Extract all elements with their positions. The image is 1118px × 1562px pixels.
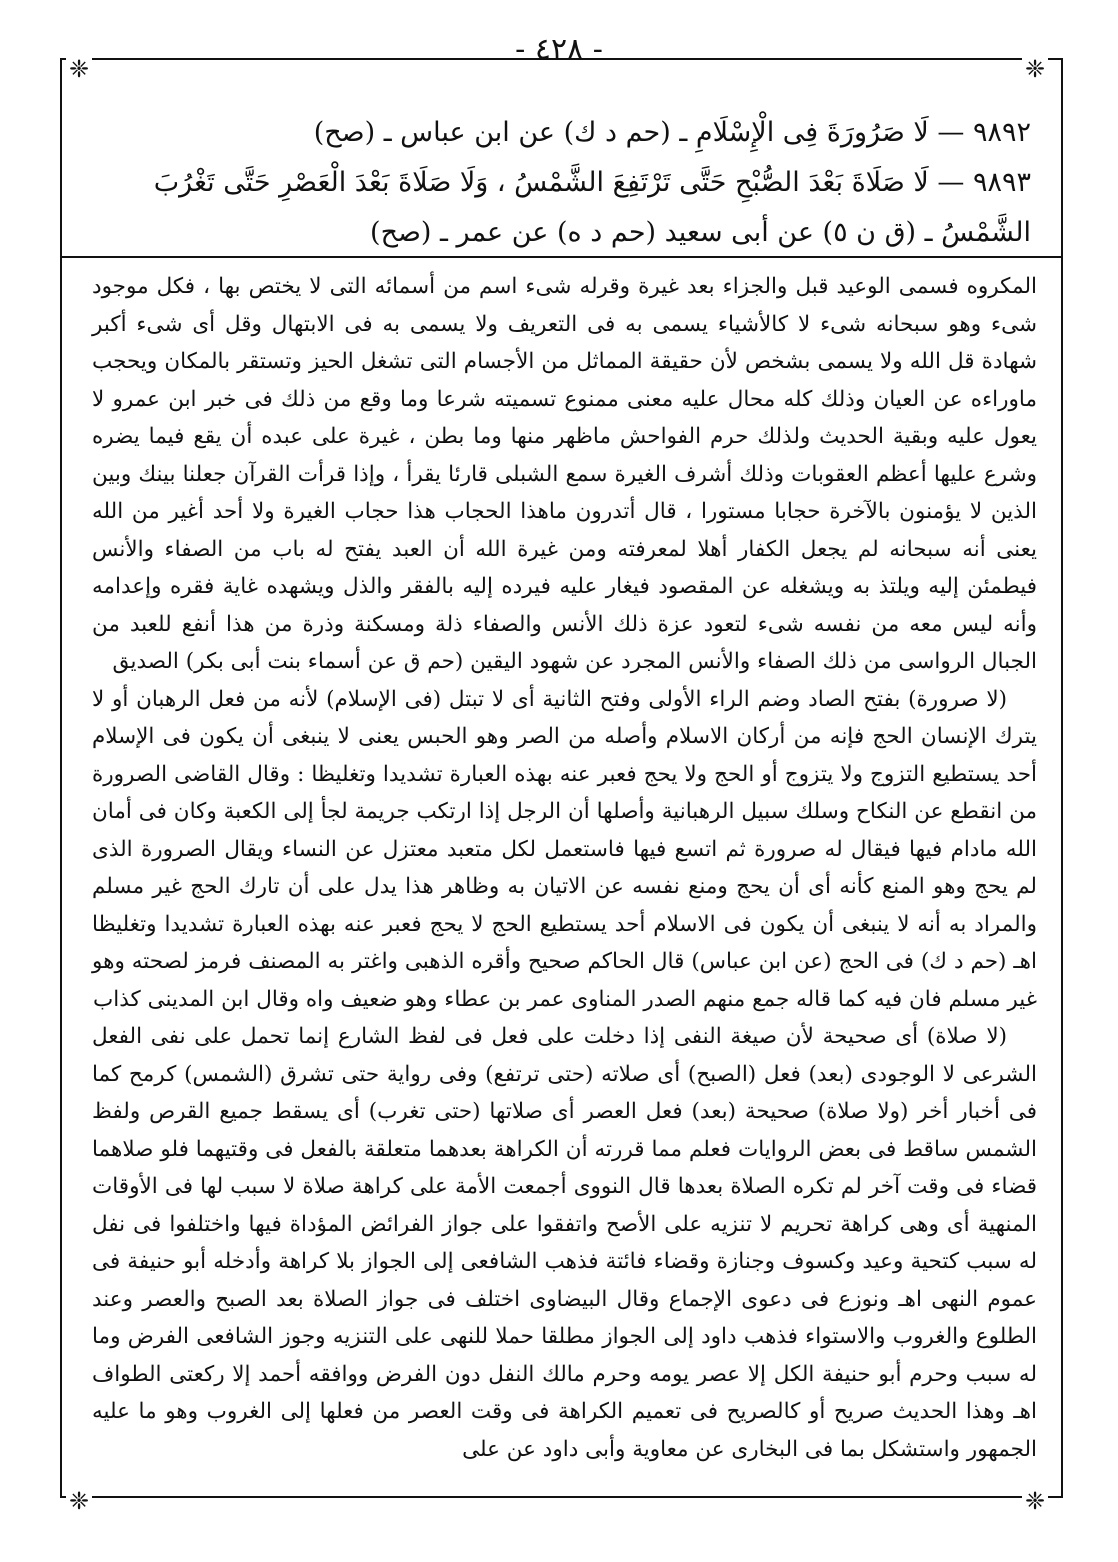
hadith-number: ٩٨٩٢ <box>972 117 1031 148</box>
commentary-paragraph: المكروه فسمى الوعيد قبل والجزاء بعد غيرة وقرله شىء اسم من أسمائه التى لا يختص بها ، فكل موجود شىء وهو سبحانه شىء لا كالأشياء يسمى به فى التعريف ولا يسمى به فى الابتهال وقل أى شىء أكبر شهادة قل الله ولا يسمى بشخص لأن حقيقة المماثل من الأجسام التى تشغل الحيز وتستقر بالمكان ويحجب ماوراءه عن العيان وذلك كله محال عليه معنى ممنوع تسميته شرعا وما وقع من ذلك فى خبر ابن عمرو لا يعول عليه وبقية الحديث ولذلك حرم الفواحش ماظهر منها وما بطن ، غيرة على عبده أن يقع فيما يضره وشرع عليها أعظم العقوبات وذلك أشرف الغيرة سمع الشبلى قارئا يقرأ ، وإذا قرأت القرآن جعلنا بينك وبين الذين لا يؤمنون بالآخرة حجابا مستورا ، قال أتدرون ماهذا الحجاب هذا حجاب الغيرة ولا أحد أغير من الله يعنى أنه سبحانه لم يجعل الكفار أهلا لمعرفته ومن غيرة الله أن العبد يفتح له باب من الصفاء والأنس فيطمئن إليه ويلتذ به ويشغله عن المقصود فيغار عليه فيرده إليه بالفقر والذل ويشهده غاية فقره وإعدامه وأنه ليس معه من نفسه شىء لتعود عزة ذلك الأنس والصفاء ذلة ومسكنة وذرة من هذا أنفع للعبد من الجبال الرواسى من ذلك الصفاء والأنس المجرد عن شهود اليقين (حم ق عن أسماء بنت أبى بكر) الصديق <box>92 274 1037 674</box>
corner-ornament-icon: ❈ <box>1022 1488 1048 1514</box>
hadith-entry <box>96 108 1031 158</box>
hadith-text: — لَا صَرُورَةَ فِى الْإِسْلَامِ ـ (حم د ك) عن ابن عباس ـ (صح) <box>313 117 965 148</box>
commentary-paragraph: (لا صلاة) أى صحيحة لأن صيغة النفى إذا دخلت على فعل فى لفظ الشارع إنما تحمل على نفى الفعل الشرعى لا الوجودى (بعد) فعل (الصبح) أى صلاته (حتى ترتفع) وفى رواية حتى تشرق (الشمس) كرمح كما فى أخبار أخر (ولا صلاة) صحيحة (بعد) فعل العصر أى صلاتها (حتى تغرب) أى يسقط جميع القرص ولفظ الشمس ساقط فى بعض الروايات فعلم مما قررته أن الكراهة بعدهما متعلقة بالفعل فى وقتيهما فلو صلاهما قضاء فى وقت آخر لم تكره الصلاة بعدها قال النووى أجمعت الأمة على كراهة صلاة لا سبب لها فى الأوقات المنهية أى وهى كراهة تحريم لا تنزيه على الأصح واتفقوا على جواز الفرائض المؤداة فيها واختلفوا فى نفل له سبب كتحية وعيد وكسوف وجنازة وقضاء فائتة فذهب الشافعى إلى الجواز بلا كراهة وأدخله أبو حنيفة فى عموم النهى اهـ ونوزع فى دعوى الإجماع وقال البيضاوى اختلف فى جواز الصلاة بعد الصبح والعصر وعند الطلوع والغروب والاستواء فذهب داود إلى الجواز مطلقا حملا للنهى على التنزيه وجوز الشافعى الفرض وما له سبب وحرم أبو حنيفة الكل إلا عصر يومه وحرم مالك النفل دون الفرض ووافقه أحمد إلا ركعتى الطواف اهـ وهذا الحديث صريح أو كالصريح فى تعميم الكراهة فى وقت العصر من فعلها إلى الغروب وهو ما عليه الجمهور واستشكل بما فى البخارى عن معاوية وأبى داود عن على <box>92 1024 1037 1462</box>
commentary-paragraph: (لا صرورة) بفتح الصاد وضم الراء الأولى وفتح الثانية أى لا تبتل (فى الإسلام) لأنه من فعل الرهبان أو لا يترك الإنسان الحج فإنه من أركان الاسلام وأصله من الصر وهو الحبس يعنى لا ينبغى أن يكون فى الإسلام أحد يستطيع التزوج ولا يتزوج أو الحج ولا يحج فعبر عنه بهذه العبارة تشديدا وتغليظا : وقال القاضى الصرورة من انقطع عن النكاح وسلك سبيل الرهبانية وأصلها أن الرجل إذا ارتكب جريمة لجأ إلى الكعبة وكان فى أمان الله مادام فيها فيقال له صرورة ثم اتسع فيها فاستعمل لكل متعبد معتزل عن النساء ويقال الصرورة الذى لم يحج وهو المنع كأنه أى أن يحج ومنع نفسه عن الاتيان به وظاهر هذا يدل على أن تارك الحج غير مسلم والمراد به أنه لا ينبغى أن يكون فى الاسلام أحد يستطيع الحج لا يحج فعبر عنه بهذه العبارة تشديدا وتغليظا اهـ (حم د ك) فى الحج (عن ابن عباس) قال الحاكم صحيح وأقره الذهبى واغتر به المصنف فرمز لصحته وهو غير مسلم فان فيه كما قاله جمع منهم الصدر المناوى عمر بن عطاء وهو ضعيف واه وقال ابن المدينى كذاب <box>92 686 1037 1012</box>
corner-ornament-icon: ❈ <box>1022 56 1048 82</box>
hadith-number: ٩٨٩٣ <box>972 167 1031 198</box>
corner-ornament-icon: ❈ <box>66 1488 92 1514</box>
page-number: - ٤٢٨ - <box>515 32 603 67</box>
corner-ornament-icon: ❈ <box>66 56 92 82</box>
commentary-block <box>92 268 1037 1468</box>
hadith-text-block <box>96 108 1031 258</box>
hadith-text: — لَا صَلَاةَ بَعْدَ الصُّبْحِ حَتَّى تَرْتَفِعَ الشَّمْسُ ، وَلَا صَلَاةَ بَعْدَ الْعَصْرِ حَتَّى تَغْرُبَ الشَّمْسُ ـ (ق ن ٥) عن أبى سعيد (حم د ه) عن عمر ـ (صح) <box>153 167 1031 248</box>
section-divider <box>62 256 1062 258</box>
hadith-entry <box>96 158 1031 258</box>
